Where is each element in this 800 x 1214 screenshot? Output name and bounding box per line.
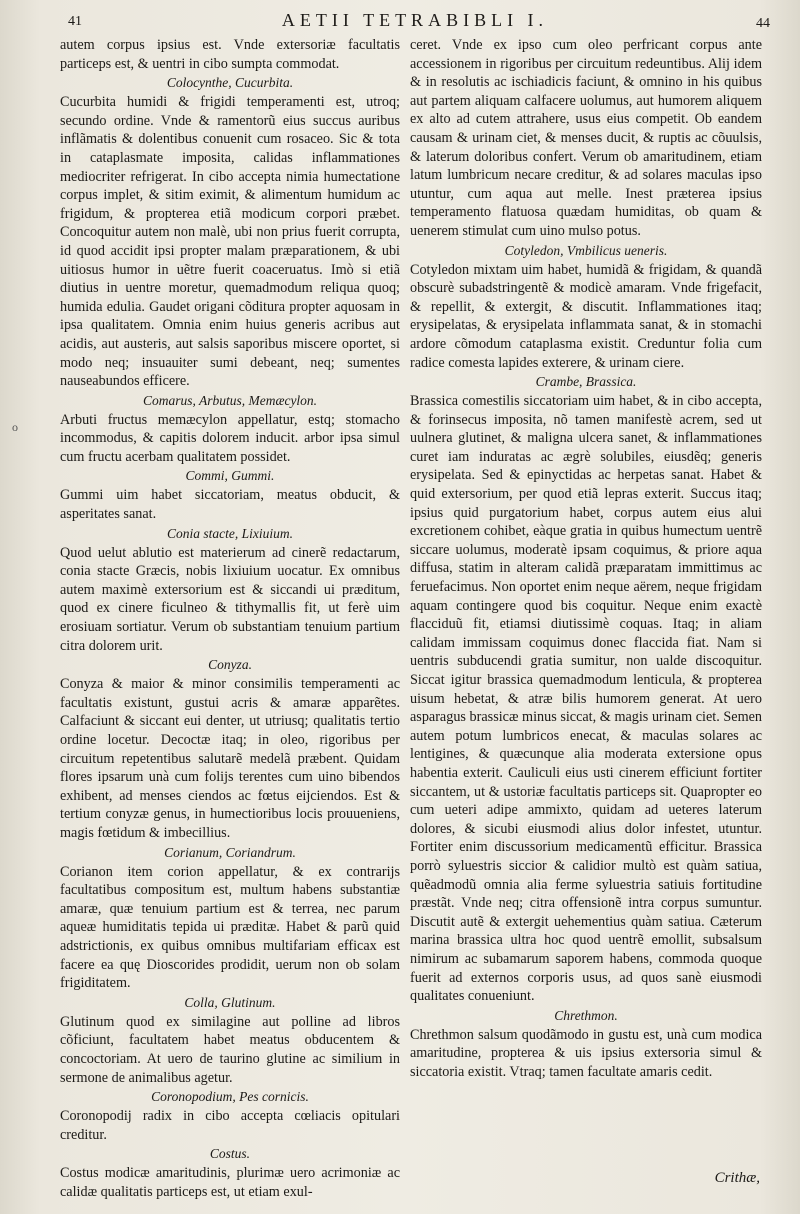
section-text: Costus modicæ amaritudinis, plurimæ uero acrimoniæ ac calidæ qualitatis particeps est, ut etiam exul- <box>60 1165 400 1200</box>
catchword: Crithæ, <box>714 1170 760 1186</box>
margin-mark: o <box>12 420 18 434</box>
running-title: AETII TETRABIBLI I. <box>281 10 549 30</box>
right-column <box>410 36 762 1082</box>
section-text: Quod uelut ablutio est materierum ad cinerẽ redactarum, conia stacte Græcis, nobis lixiuium uocatur. Ex omnibus autem maximè extersorium est & siccandi ui præditum, quod ex cinere ficulneo & tithymallis fit, ut ferè uim erosiuam sortiatur. Verum ob substantiam tenuium partium citra dolorem urit. <box>60 544 400 654</box>
section-heading: Coronopodium, Pes cornicis. <box>151 1089 309 1105</box>
section-heading: Commi, Gummi. <box>185 468 275 484</box>
section-heading: Comarus, Arbutus, Memæcylon. <box>142 392 318 408</box>
section-text: Conyza & maior & minor consimilis temperamenti ac facultatis existunt, gustui acris & amaræ apparẽtes. Calfaciunt & siccant eui denter, ut utriusq; qualitatis tertio ordine locetur. Decoctæ itaq; in oleo, rigoribus per circuitum repetentibus salutarẽ medelã præbent. Quidam flores ipsarum unà cum folijs terentes cum uino bibendos exhibent, ad menses ciendos ac fœtus eijciendos. Est & tertium conyzæ genus, in humectioribus locis prouueniens, magis fœtidum & imbecillius. <box>60 676 400 841</box>
left-column <box>60 36 400 1202</box>
left-folio-number: 41 <box>68 14 82 29</box>
right-folio-number: 44 <box>756 16 770 31</box>
section-heading: Chrethmon. <box>554 1007 618 1023</box>
section-text: Cotyledon mixtam uim habet, humidã & frigidam, & quandã obscurè subadstringentẽ & modicè amaram. Vnde frigefacit, & repellit, & extergit, & discutit. Inflammationes itaq; erysipelatas, & erysipelata inflammata sanat, & in stomachi ardore cõmodum cataplasma existit. Creduntur folia cum radice comesta lapides exterere, & urinam ciere. <box>410 261 762 371</box>
section-text: Brassica comestilis siccatoriam uim habet, & in cibo accepta, & forinsecus imposita, nõ tamen manifestè acrem, sed ut uulnera glutinet, & maligna ulcera sanet, & inflammationes curet iam induratas ac ægrè solubiles, eiusdẽq; generis erysipelata. Sed & epinyctidas ac herpetas sanat. Habet & quid extersorium, per quod etiã lepras exterit. Succus itaq; ipsius quid purgatorium habet, corpus autem eius alui excretionem cohibet, eàque gratia in quibus humectum uentrẽ siccare uolumus, moderatè ipsam coquimus, & priore aqua diffusa, statim in alteram calidã præparatam immittimus ac feruefacimus. Non oportet enim neque aërem, neque frigidam aquam contingere quod bis coquitur. Neque enim exactè flacciduũ fit, etiamsi diutissimè coquas. Itaq; in aliam calidam immissam coquimus donec flaccida fiat. Nam si uentris subducendi gratia sumitur, non ualde discoquitur. Siccat igitur brassica quemadmodum lenticula, & propterea uisum hebetat, & atræ bilis humorem generat. At uero asparagus brassicæ minus siccat, & magis urinam ciet. Semen autem potum lumbricos enecat, & maculas solares ac lentigines, & quæcunque alia moderata extersione opus habentia exterit. Cauliculi eius usti cinerem efficiunt fortiter siccantem, ut & ustoriæ facultatis particeps sit. Quapropter eo cum ueteri adipe ammixto, quidam ad ueteres laterum dolores, & sicubi eiusmodi alius dolor infestet, utuntur. Fortiter enim discussorium medicamentũ efficitur. Brassica porrò syluestris siccior & calidior multò est quàm satiua, quẽadmodũ omnia alia ferme syluestria satiuis fortitudine præstãt. Vnde neq; citra offensionẽ intra corpus sumuntur. Discutit autẽ & extergit uehementius quàm satiua. Cæterum marina brassica ultra hoc quod uentrẽ emollit, subsalsum nimirum ac subamarum saporem habens, commoda quoque fuerit ad externos corporis usus, ad quos sanè eiusmodi qualitates conueniunt. <box>410 393 762 1005</box>
section-text: Glutinum quod ex similagine aut polline ad libros cõficiunt, facultatem habet meatus obducentem & concoctoriam. At uero de taurino glutine ac similium in sermone de animalibus agetur. <box>60 1013 400 1086</box>
section-heading: Colocynthe, Cucurbita. <box>166 75 294 91</box>
section-text: Gummi uim habet siccatoriam, meatus obducit, & asperitates sanat. <box>60 487 400 523</box>
section-heading: Conyza. <box>208 657 252 673</box>
section-heading: Corianum, Coriandrum. <box>164 844 296 860</box>
section-text: Chrethmon salsum quodãmodo in gustu est, unà cum modica amaritudine, propterea & uis ipsius extersoria simul & siccatoria existit. Vtraq; tamen facultate amaris cedit. <box>410 1026 762 1080</box>
section-text: Corianon item corion appellatur, & ex contrarijs facultatibus compositum est, multum habens substantiæ amaræ, quæ tenuium partium est & terrea, nec parum aqueæ humiditatis tepida ui præditæ. Habet & parũ quid adstrictionis, ex quibus omnibus multifariam efficax est facere ea quę Dioscorides prodidit, uerum non ob solam frigiditatem. <box>60 863 400 992</box>
section-heading: Costus. <box>209 1146 251 1162</box>
left-column-opening: autem corpus ipsius est. Vnde extersoriæ facultatis particeps est, & uentri in cibo sumpta commodat. <box>60 37 400 72</box>
section-heading: Colla, Glutinum. <box>184 994 276 1010</box>
section-text: Arbuti fructus memæcylon appellatur, estq; stomacho incommodus, & capitis dolorem inducit. arbor ipsa simul cum fructu acerbam qualitatem possidet. <box>60 411 400 465</box>
section-heading: Cotyledon, Vmbilicus ueneris. <box>504 242 668 258</box>
section-heading: Conia stacte, Lixiuium. <box>167 525 293 541</box>
right-column-opening: ceret. Vnde ex ipso cum oleo perfricant corpus ante accessionem in rigoribus per circuitum redeuntibus. Alij idem & in resolutis ac ischiadicis faciunt, & omnino in his quibus aut partem aliquam calfacere uolumus, aut humorem aliquem ex alto ad cutem attrahere, usus eius competit. Ob eandem causam & urinam ciet, & menses ducit, & ruptis ac cõuulsis, & laterum doloribus confert. Verum ob amaritudinem, etiam latum lumbricum necare creditur, & ad solares maculas ipso utuntur, cum aqua aut melle. Inest præterea ipsius temperamento flatuosa quædam humiditas, ob quam & uenerem stimulat cum uino mulso potus. <box>410 37 762 239</box>
section-text: Cucurbita humidi & frigidi temperamenti est, utroq; secundo ordine. Vnde & ramentorũ eius succus auribus inflãmatis & dolentibus conuenit cum rosaceo. Sic & tota in cataplasmate imposita, calidas inflammationes mediocriter refrigerat. In cibo accepta nimia humectatione corpus implet, & sitim eximit, & alimentum humidum ac frigidum, & propterea etiã modicum corpori præbet. Concoquitur autem non malè, ubi non prius fuerit corrupta, id quod accidit ipsi propter malam præparationem, & ubi uitiosus humor in uẽtre fuerit coaceruatus. Imò si etiã diutius in uentre moretur, quemadmodum reliqua quoq; humida edulia. Gaudet origani cõditura propter aquosam in ipsa qualitatem. Omnia enim huius generis acribus aut acidis, aut austeris, aut salsis saporibus miscere oportet, si modo neq; insuauiter sumi debeant, neq; sumentes nauseabundos efficere. <box>60 94 400 390</box>
section-heading: Crambe, Brassica. <box>535 374 637 390</box>
page-header <box>60 8 770 36</box>
section-text: Coronopodij radix in cibo accepta cœliacis opitulari creditur. <box>60 1108 400 1143</box>
